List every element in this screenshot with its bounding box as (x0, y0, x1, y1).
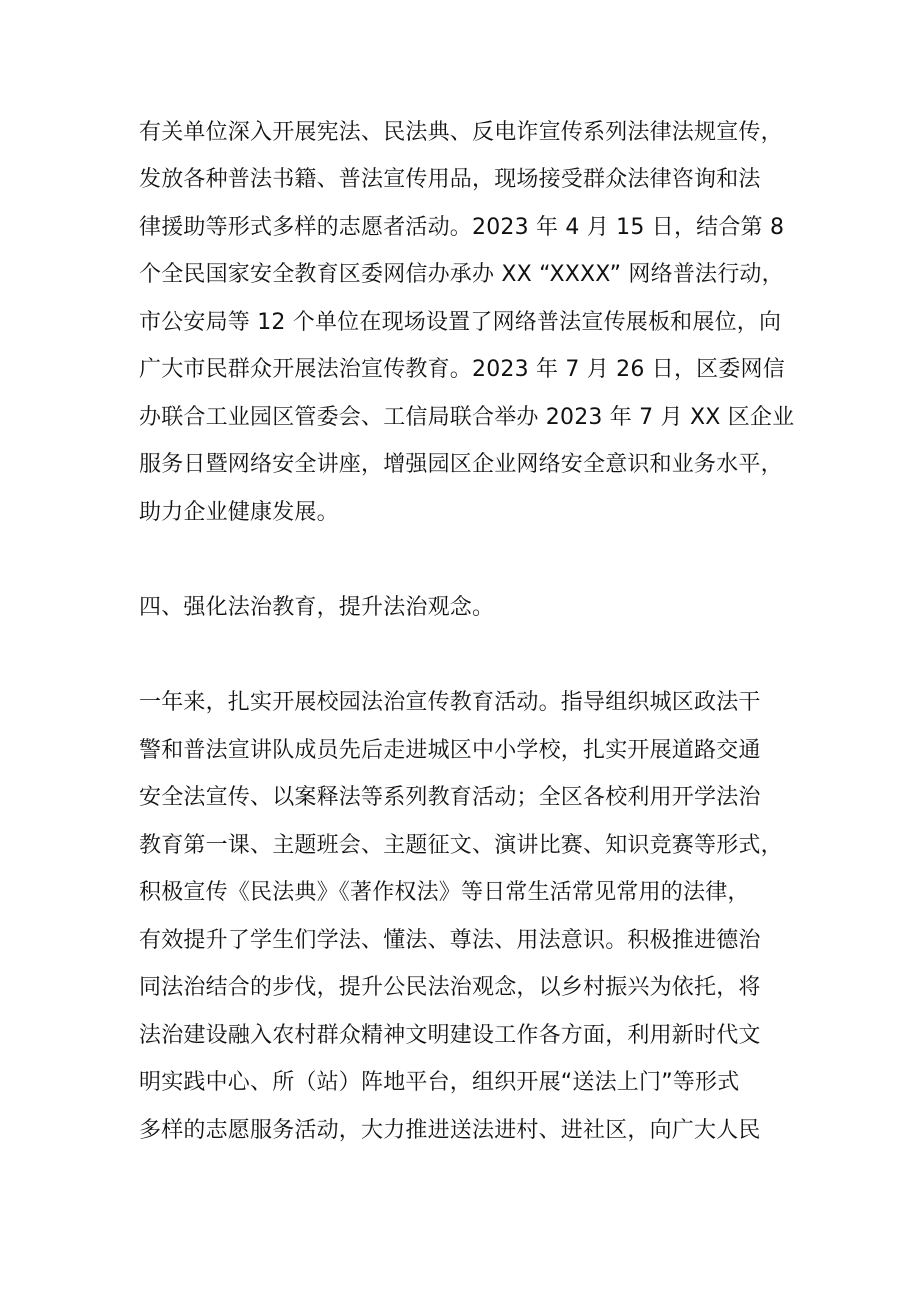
paragraph-line: 法治建设融入农村群众精神文明建设工作各方面，利用新时代文 (139, 1023, 761, 1048)
paragraph-line: 同法治结合的步伐，提升公民法治观念，以乡村振兴为依托，将 (139, 975, 761, 1000)
paragraph-line: 个全民国家安全教育区委网信办承办 XX “XXXX” 网络普法行动， (139, 262, 784, 287)
paragraph-line: 安全法宣传、以案释法等系列教育活动；全区各校利用开学法治 (139, 785, 761, 810)
paragraph-line: 发放各种普法书籍、普法宣传用品，现场接受群众法律咨询和法 (139, 167, 761, 192)
paragraph-line: 律援助等形式多样的志愿者活动。2023 年 4 月 15 日，结合第 8 (139, 215, 785, 240)
paragraph-line: 教育第一课、主题班会、主题征文、演讲比赛、知识竞赛等形式， (139, 833, 783, 858)
paragraph-line: 明实践中心、所（站）阵地平台，组织开展“送法上门”等形式 (139, 1070, 740, 1095)
paragraph-line: 一年来，扎实开展校园法治宣传教育活动。指导组织城区政法干 (139, 690, 761, 715)
paragraph-line: 警和普法宣讲队成员先后走进城区中小学校，扎实开展道路交通 (139, 738, 761, 763)
paragraph-line: 助力企业健康发展。 (139, 500, 339, 525)
section-heading: 四、强化法治教育，提升法治观念。 (139, 595, 495, 620)
paragraph-line: 多样的志愿服务活动，大力推进送法进村、进社区，向广大人民 (139, 1118, 761, 1143)
paragraph-line: 有关单位深入开展宪法、民法典、反电诈宣传系列法律法规宣传， (139, 120, 783, 145)
paragraph-line: 服务日暨网络安全讲座，增强园区企业网络安全意识和业务水平， (139, 452, 783, 477)
paragraph-line: 办联合工业园区管委会、工信局联合举办 2023 年 7 月 XX 区企业 (139, 405, 795, 430)
paragraph-line: 积极宣传《民法典》《著作权法》等日常生活常见常用的法律， (139, 880, 750, 905)
paragraph-line: 有效提升了学生们学法、懂法、尊法、用法意识。积极推进德治 (139, 928, 761, 953)
paragraph-line: 市公安局等 12 个单位在现场设置了网络普法宣传展板和展位，向 (139, 310, 782, 335)
paragraph-line: 广大市民群众开展法治宣传教育。2023 年 7 月 26 日，区委网信 (139, 357, 785, 382)
